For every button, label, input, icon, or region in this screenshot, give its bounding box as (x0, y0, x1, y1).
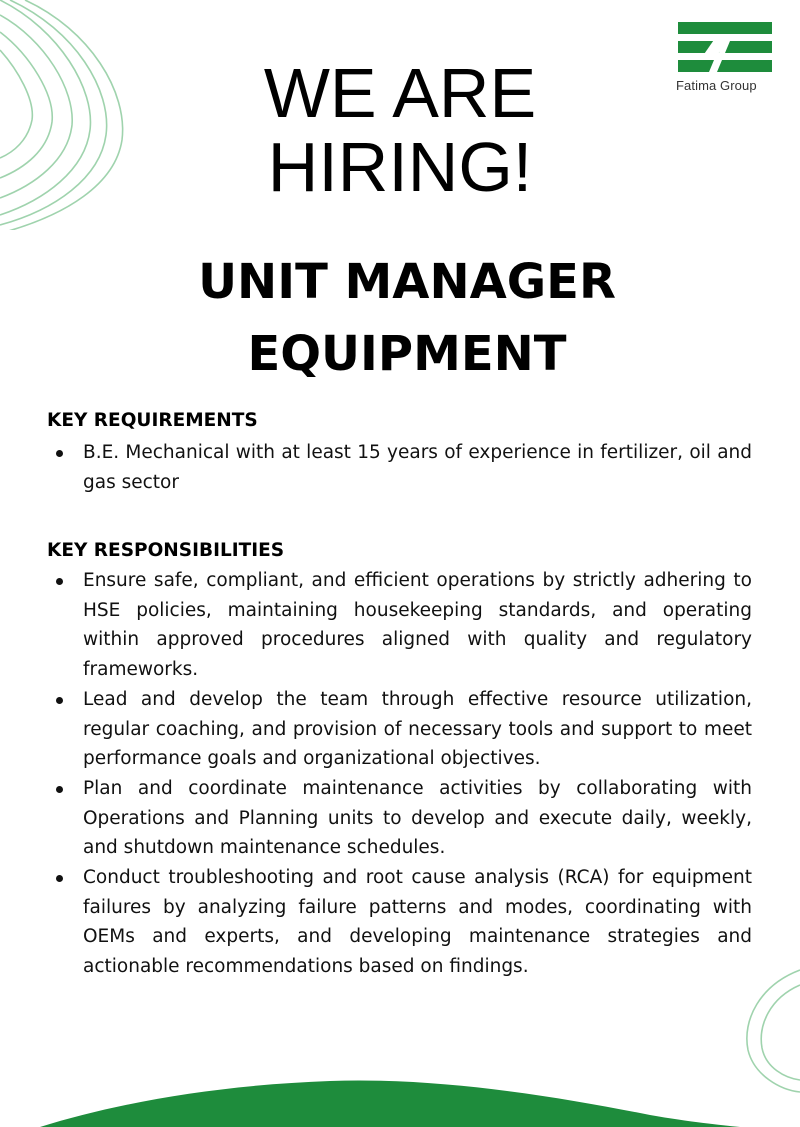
list-item (48, 685, 752, 774)
hiring-headline-line1: WE ARE (263, 54, 537, 132)
bottom-green-wave (0, 1067, 800, 1127)
requirements-list (48, 438, 752, 497)
bullet-icon (56, 578, 63, 585)
responsibility-text: Lead and develop the team through effective resource utilization, regular coaching, and provision of necessary tools and support to meet performance goals and organizational objectives. (83, 688, 752, 770)
bullet-icon (56, 875, 63, 882)
company-name: Fatima Group (676, 78, 757, 93)
requirements-heading: KEY REQUIREMENTS (47, 410, 258, 431)
hiring-headline (0, 56, 800, 204)
responsibility-text: Conduct troubleshooting and root cause analysis (RCA) for equipment failures by analyzing failure patterns and modes, coordinating with OEMs and experts, and developing maintenance strategies and actionable recommendations based on findings. (83, 867, 752, 978)
responsibilities-list (48, 566, 752, 982)
responsibility-text: Plan and coordinate maintenance activities by collaborating with Operations and Planning units to develop and execute daily, weekly, and shutdown maintenance schedules. (83, 777, 752, 859)
list-item (48, 438, 752, 497)
job-title-line1: UNIT MANAGER (198, 254, 616, 310)
list-item (48, 863, 752, 982)
hiring-headline-line2: HIRING! (267, 128, 533, 206)
bullet-icon (56, 786, 63, 793)
bullet-icon (56, 450, 63, 457)
bullet-icon (56, 697, 63, 704)
list-item (48, 774, 752, 863)
job-title (0, 246, 800, 390)
responsibilities-heading: KEY RESPONSIBILITIES (47, 540, 285, 561)
requirement-text: B.E. Mechanical with at least 15 years of experience in fertilizer, oil and gas sector (83, 442, 752, 493)
list-item (48, 566, 752, 685)
job-title-line2: EQUIPMENT (247, 326, 567, 382)
responsibility-text: Ensure safe, compliant, and efficient operations by strictly adhering to HSE policies, maintaining housekeeping standards, and operating within approved procedures aligned with quality and regulatory frameworks. (83, 570, 752, 681)
